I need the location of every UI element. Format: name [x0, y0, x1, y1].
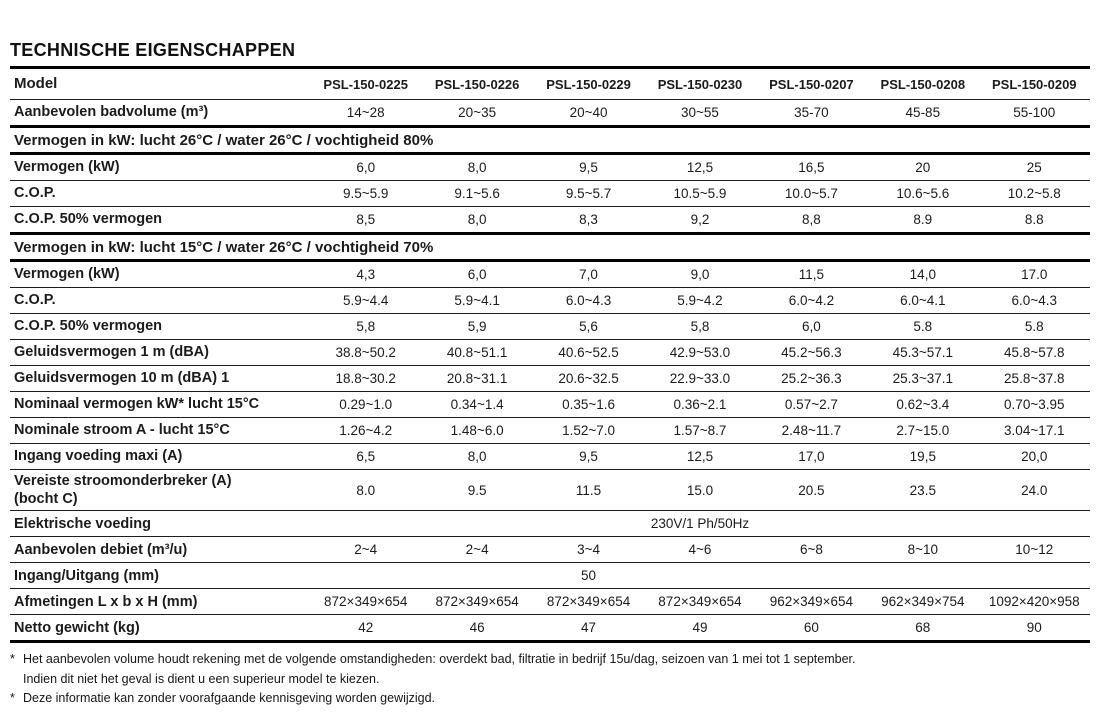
row-label: Aanbevolen badvolume (m³) — [10, 100, 310, 127]
spec-value: 23.5 — [867, 470, 978, 511]
spec-value: 25.2~36.3 — [756, 366, 867, 392]
spec-value: 8,0 — [421, 154, 532, 181]
spec-value: 6,5 — [310, 444, 421, 470]
spec-value: 40.8~51.1 — [421, 340, 532, 366]
spec-row — [10, 314, 1090, 340]
spec-value: 24.0 — [979, 470, 1090, 511]
spec-value: 872×349×654 — [421, 589, 532, 615]
spec-value: 10.0~5.7 — [756, 181, 867, 207]
row-label: Ingang/Uitgang (mm) — [10, 563, 310, 589]
spec-value: 35-70 — [756, 100, 867, 127]
datasheet-page — [0, 40, 1100, 708]
spec-value: 1.57~8.7 — [644, 418, 755, 444]
spec-value: 9.1~5.6 — [421, 181, 532, 207]
spec-value: 1.48~6.0 — [421, 418, 532, 444]
spec-value: 10.2~5.8 — [979, 181, 1090, 207]
spec-value: 45-85 — [867, 100, 978, 127]
spec-value: 8.8 — [979, 207, 1090, 234]
spec-value: 42.9~53.0 — [644, 340, 755, 366]
spec-row — [10, 589, 1090, 615]
footnote-text: Het aanbevolen volume houdt rekening met de volgende omstandigheden: overdekt bad, filtratie in bedrijf 15u/dag, seizoen van 1 mei tot 1 september. — [23, 652, 856, 667]
spec-value: 5.8 — [867, 314, 978, 340]
model-name: PSL-150-0207 — [769, 76, 854, 92]
spec-row — [10, 392, 1090, 418]
spec-value: 17.0 — [979, 261, 1090, 288]
model-name: PSL-150-0226 — [434, 76, 520, 92]
spec-value: 962×349×654 — [756, 589, 867, 615]
footnote-marker: * — [10, 691, 15, 705]
spec-value: 49 — [644, 615, 755, 642]
row-label: C.O.P. — [10, 288, 310, 314]
spec-value — [310, 563, 421, 589]
spec-value: 230V/1 Ph/50Hz — [644, 511, 755, 537]
spec-value: 872×349×654 — [310, 589, 421, 615]
spec-value: 10.6~5.6 — [867, 181, 978, 207]
spec-value: 6.0~4.3 — [979, 288, 1090, 314]
spec-row — [10, 537, 1090, 563]
spec-row — [10, 444, 1090, 470]
spec-value — [867, 511, 978, 537]
model-name: PSL-150-0225 — [323, 76, 408, 92]
spec-value: 9,2 — [644, 207, 755, 234]
spec-value: 20,0 — [979, 444, 1090, 470]
spec-row — [10, 418, 1090, 444]
spec-value: 8.0 — [310, 470, 421, 511]
spec-value: 8.9 — [867, 207, 978, 234]
section-header: Vermogen in kW: lucht 15°C / water 26°C / vochtigheid 70% — [10, 234, 1090, 261]
spec-value: 1.52~7.0 — [533, 418, 644, 444]
spec-value: 50 — [533, 563, 644, 589]
spec-value: 6,0 — [756, 314, 867, 340]
spec-value: 25.8~37.8 — [979, 366, 1090, 392]
spec-value: 5,8 — [644, 314, 755, 340]
spec-value: 12,5 — [644, 444, 755, 470]
spec-value: 8,8 — [756, 207, 867, 234]
row-label: Afmetingen L x b x H (mm) — [10, 589, 310, 615]
spec-value: 42 — [310, 615, 421, 642]
spec-value — [979, 511, 1090, 537]
spec-value: 20~40 — [533, 100, 644, 127]
spec-value: 6.0~4.3 — [533, 288, 644, 314]
spec-value — [421, 563, 532, 589]
spec-value: 8,5 — [310, 207, 421, 234]
spec-value — [756, 563, 867, 589]
spec-value: 16,5 — [756, 154, 867, 181]
spec-value: 2~4 — [421, 537, 532, 563]
spec-value — [533, 511, 644, 537]
spec-value: 9.5 — [421, 470, 532, 511]
spec-value: 8,3 — [533, 207, 644, 234]
spec-value: 40.6~52.5 — [533, 340, 644, 366]
spec-value: 18.8~30.2 — [310, 366, 421, 392]
row-label: Vermogen (kW) — [10, 154, 310, 181]
spec-value: 25.3~37.1 — [867, 366, 978, 392]
row-label: Vereiste stroomonderbreker (A) (bocht C) — [10, 470, 310, 511]
spec-value: 9,5 — [533, 154, 644, 181]
spec-value: 38.8~50.2 — [310, 340, 421, 366]
spec-value: 9.5~5.7 — [533, 181, 644, 207]
spec-row — [10, 181, 1090, 207]
spec-value — [867, 563, 978, 589]
spec-value: 5.9~4.2 — [644, 288, 755, 314]
spec-table — [10, 66, 1090, 643]
section-row — [10, 234, 1090, 261]
spec-value — [979, 563, 1090, 589]
row-label: Aanbevolen debiet (m³/u) — [10, 537, 310, 563]
spec-value: 1092×420×958 — [979, 589, 1090, 615]
spec-value: 1.26~4.2 — [310, 418, 421, 444]
footnotes — [10, 650, 1090, 708]
spec-value: 0.35~1.6 — [533, 392, 644, 418]
spec-value: 0.62~3.4 — [867, 392, 978, 418]
spec-row — [10, 563, 1090, 589]
spec-value: 9,5 — [533, 444, 644, 470]
spec-value: 46 — [421, 615, 532, 642]
spec-value: 872×349×654 — [644, 589, 755, 615]
spec-value: 22.9~33.0 — [644, 366, 755, 392]
row-label: Geluidsvermogen 1 m (dBA) — [10, 340, 310, 366]
spec-value — [756, 511, 867, 537]
spec-value: 11,5 — [756, 261, 867, 288]
spec-value: 45.3~57.1 — [867, 340, 978, 366]
footnote — [10, 650, 1090, 669]
row-label: C.O.P. 50% vermogen — [10, 207, 310, 234]
spec-value: 14,0 — [867, 261, 978, 288]
spec-value: 5,6 — [533, 314, 644, 340]
spec-value: 68 — [867, 615, 978, 642]
spec-value: 90 — [979, 615, 1090, 642]
spec-value: 6.0~4.2 — [756, 288, 867, 314]
model-name: PSL-150-0208 — [880, 76, 966, 92]
spec-value: 0.29~1.0 — [310, 392, 421, 418]
spec-value: 872×349×654 — [533, 589, 644, 615]
row-label: Ingang voeding maxi (A) — [10, 444, 310, 470]
spec-value: 6,0 — [310, 154, 421, 181]
spec-value: 20.6~32.5 — [533, 366, 644, 392]
section-row — [10, 127, 1090, 154]
spec-value: 20~35 — [421, 100, 532, 127]
spec-value: 2~4 — [310, 537, 421, 563]
page-title: TECHNISCHE EIGENSCHAPPEN — [10, 40, 296, 60]
spec-value: 6.0~4.1 — [867, 288, 978, 314]
spec-value — [421, 511, 532, 537]
spec-value: 30~55 — [644, 100, 755, 127]
spec-value: 2.48~11.7 — [756, 418, 867, 444]
spec-value: 5,8 — [310, 314, 421, 340]
spec-value: 5.9~4.4 — [310, 288, 421, 314]
row-label: Netto gewicht (kg) — [10, 615, 310, 642]
row-label: C.O.P. 50% vermogen — [10, 314, 310, 340]
row-label: Vermogen (kW) — [10, 261, 310, 288]
spec-value: 15.0 — [644, 470, 755, 511]
spec-value: 962×349×754 — [867, 589, 978, 615]
footnote — [10, 689, 1090, 708]
spec-value: 20.8~31.1 — [421, 366, 532, 392]
spec-value: 3.04~17.1 — [979, 418, 1090, 444]
row-label: Geluidsvermogen 10 m (dBA) 1 — [10, 366, 310, 392]
spec-row — [10, 470, 1090, 511]
spec-table-body — [10, 68, 1090, 642]
spec-value: 20.5 — [756, 470, 867, 511]
spec-value: 3~4 — [533, 537, 644, 563]
model-name: PSL-150-0230 — [657, 76, 743, 92]
footnote-text: Deze informatie kan zonder voorafgaande kennisgeving worden gewijzigd. — [23, 691, 436, 705]
spec-value: 6,0 — [421, 261, 532, 288]
row-label: C.O.P. — [10, 181, 310, 207]
spec-value: 5.9~4.1 — [421, 288, 532, 314]
spec-value: 8,0 — [421, 207, 532, 234]
row-label: Nominaal vermogen kW* lucht 15°C — [10, 392, 310, 418]
spec-value — [310, 511, 421, 537]
spec-value: 8,0 — [421, 444, 532, 470]
spec-value: 20 — [867, 154, 978, 181]
spec-value: 25 — [979, 154, 1090, 181]
spec-value: 9,0 — [644, 261, 755, 288]
spec-value: 2.7~15.0 — [867, 418, 978, 444]
spec-value: 0.36~2.1 — [644, 392, 755, 418]
model-header-row — [10, 68, 1090, 100]
spec-value: 17,0 — [756, 444, 867, 470]
footnote-text: Indien dit niet het geval is dient u een superieur model te kiezen. — [23, 671, 380, 686]
spec-value: 10.5~5.9 — [644, 181, 755, 207]
footnote-marker: * — [10, 652, 15, 667]
spec-value: 0.57~2.7 — [756, 392, 867, 418]
spec-row — [10, 100, 1090, 127]
spec-row — [10, 207, 1090, 234]
row-label: Elektrische voeding — [10, 511, 310, 537]
spec-value: 4,3 — [310, 261, 421, 288]
model-name: PSL-150-0209 — [991, 76, 1077, 92]
spec-value: 7,0 — [533, 261, 644, 288]
spec-value: 60 — [756, 615, 867, 642]
spec-row — [10, 288, 1090, 314]
footnote — [10, 670, 1090, 689]
spec-value: 19,5 — [867, 444, 978, 470]
model-header-label: Model — [14, 74, 58, 92]
spec-row — [10, 615, 1090, 642]
spec-value — [644, 563, 755, 589]
spec-value: 12,5 — [644, 154, 755, 181]
spec-row — [10, 261, 1090, 288]
spec-value: 10~12 — [979, 537, 1090, 563]
row-label: Nominale stroom A - lucht 15°C — [10, 418, 310, 444]
spec-value: 0.34~1.4 — [421, 392, 532, 418]
spec-value: 47 — [533, 615, 644, 642]
spec-value: 5,9 — [421, 314, 532, 340]
spec-value: 4~6 — [644, 537, 755, 563]
spec-value: 6~8 — [756, 537, 867, 563]
spec-value: 45.8~57.8 — [979, 340, 1090, 366]
spec-value: 11.5 — [533, 470, 644, 511]
model-name: PSL-150-0229 — [546, 76, 631, 92]
spec-value: 14~28 — [310, 100, 421, 127]
spec-value: 9.5~5.9 — [310, 181, 421, 207]
spec-row — [10, 511, 1090, 537]
spec-value: 55-100 — [979, 100, 1090, 127]
section-header: Vermogen in kW: lucht 26°C / water 26°C / vochtigheid 80% — [10, 127, 1090, 154]
spec-row — [10, 340, 1090, 366]
spec-value: 0.70~3.95 — [979, 392, 1090, 418]
spec-row — [10, 154, 1090, 181]
spec-value: 5.8 — [979, 314, 1090, 340]
spec-value: 8~10 — [867, 537, 978, 563]
spec-value: 45.2~56.3 — [756, 340, 867, 366]
spec-row — [10, 366, 1090, 392]
